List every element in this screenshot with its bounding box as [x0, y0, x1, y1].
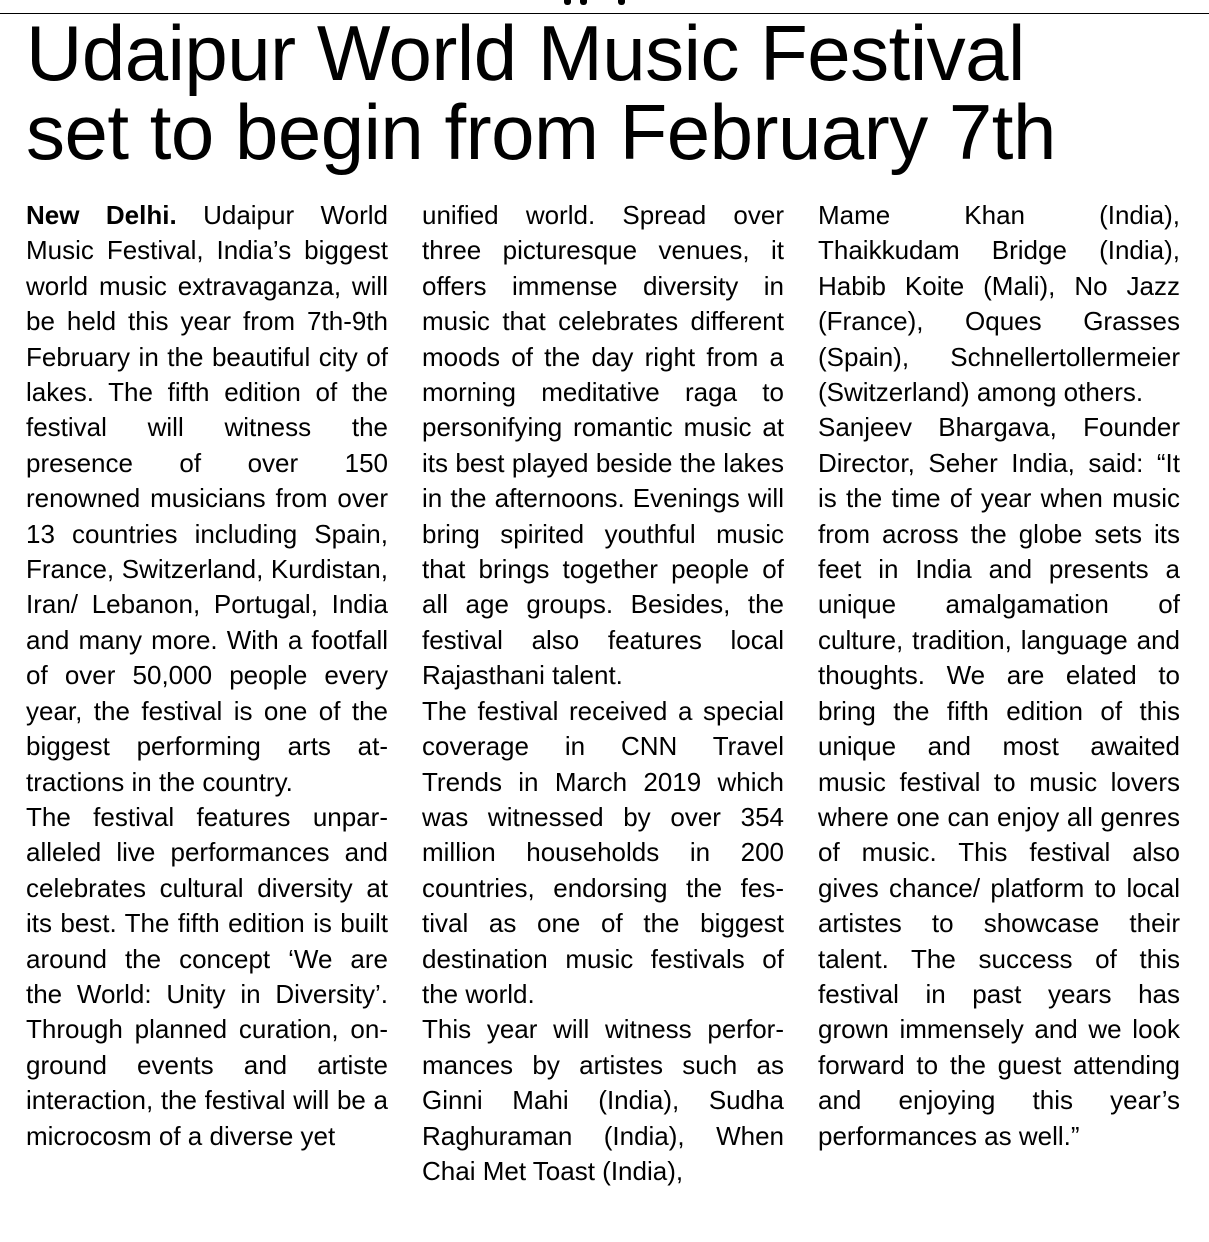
headline-line-1: Udaipur World Music Festival [26, 9, 1025, 97]
article-paragraph-1: New Delhi. Udaipur World Music Festival, India’s biggest world music extravaganza, will be held this year from 7th-9th February in the beautiful city of lakes. The fifth edition of the festival will witness the presence of over 150 renowned musicians from over 13 countries including Spain, France, Switzerland, Kurdistan, Iran/ Lebanon, Portugal, India and many more. With a footfall of over 50,000 people every year, the festival is one of the biggest performing arts attractions in the country. [26, 200, 388, 797]
page-top-marks [562, 0, 632, 6]
article-column-3 [818, 198, 1180, 1154]
article-paragraph-2-part-1: The festival features unparalleled live performances and celebrates cultural diversity at its best. The fifth edition is built around the concept ‘We are the World: Unity in Diversity’. Through planned curation, on-ground events and artiste interaction, the festival will be a microcosm of a diverse yet [26, 801, 388, 1151]
headline [26, 9, 1186, 176]
article-column-1 [26, 198, 388, 1154]
article-paragraph-5: Sanjeev Bhargava, Founder Director, Seher India, said: “It is the time of year when music from across the globe sets its feet in India and presents a unique amalgamation of culture, tradition, language and thoughts. We are elated to bring the fifth edition of this unique and most awaited music festival to music lovers where one can enjoy all genres of music. This festival also gives chance/ platform to local artistes to showcase their talent. The success of this festival in past years has grown immensely and we look forward to the guest attending and enjoying this year’s performances as well.” [818, 412, 1180, 1151]
article-paragraph-3: The festival received a special coverage in CNN Travel Trends in March 2019 which was witnessed by over 354 million households in 200 countries, endorsing the festival as one of the biggest destination music festivals of the world. [422, 695, 784, 1009]
article-paragraph-4-part-2: Mame Khan (India), Thaikkudam Bridge (India), Habib Koite (Mali), No Jazz (France), Oques Grasses (Spain), Schnellertollermeier (Switzerland) among others. [818, 200, 1180, 408]
article-column-2 [422, 198, 784, 1189]
article-paragraph-4-part-1: This year will witness performances by artistes such as Ginni Mahi (India), Sudha Raghuraman (India), When Chai Met Toast (India), [422, 1014, 784, 1186]
article-paragraph-2-part-2: unified world. Spread over three picturesque venues, it offers immense diversity in music that celebrates different moods of the day right from a morning meditative raga to personifying romantic music at its best played beside the lakes in the afternoons. Evenings will bring spirited youthful music that brings together people of all age groups. Besides, the festival also features local Rajasthani talent. [422, 200, 784, 691]
dateline: New Delhi. [26, 200, 177, 230]
headline-line-2: set to begin from February 7th [26, 88, 1056, 176]
